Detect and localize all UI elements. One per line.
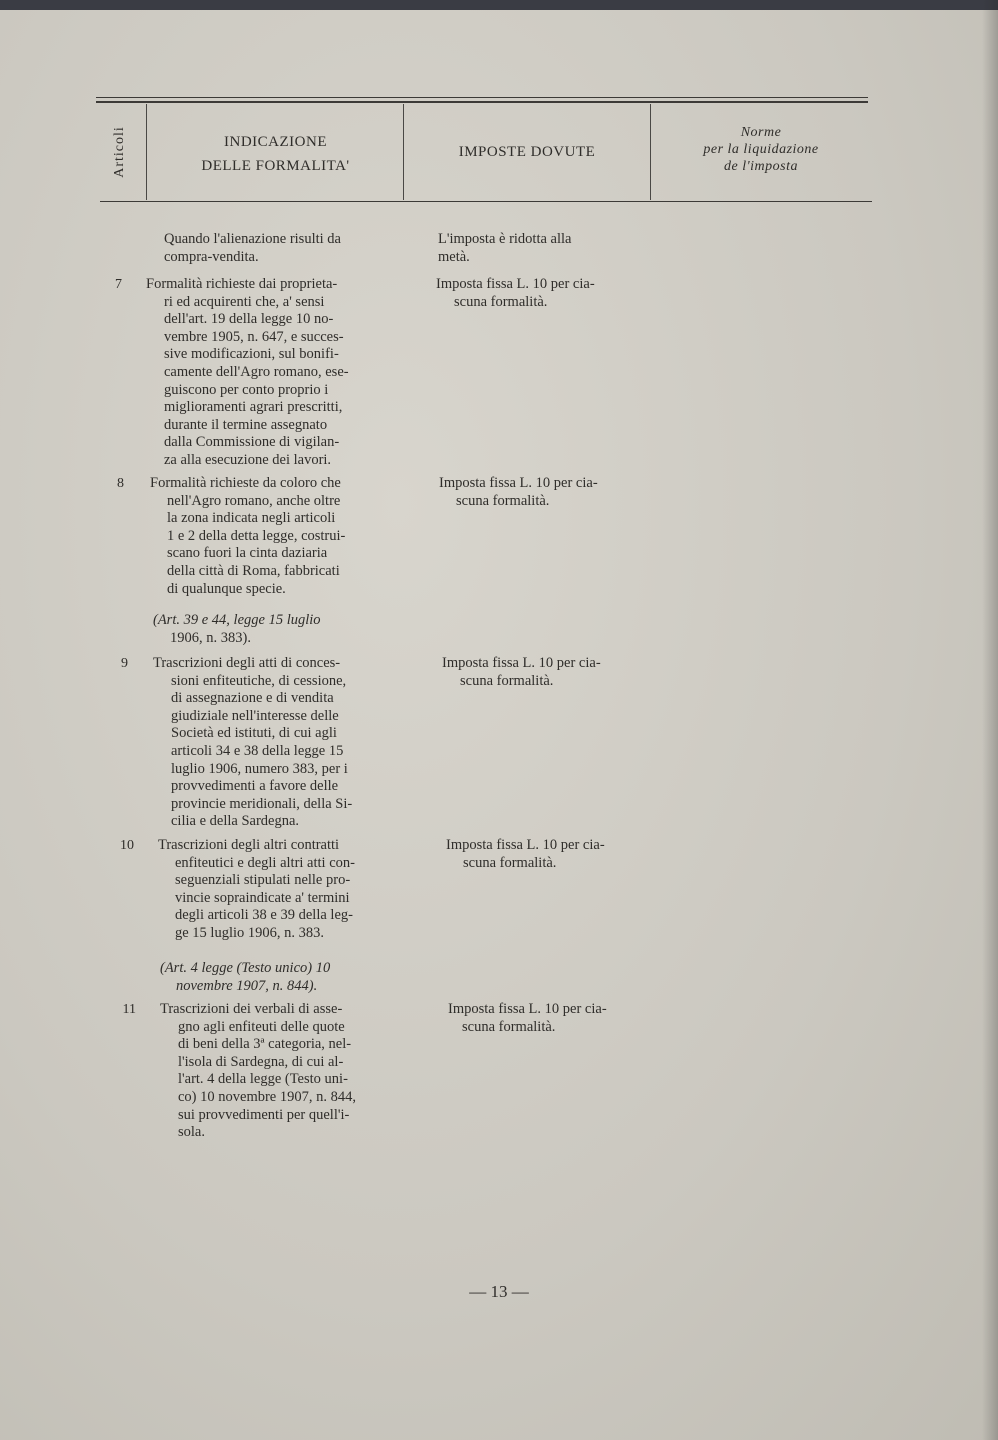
header-indicazione [148,130,403,178]
header-indicazione-line1: INDICAZIONE [224,134,327,150]
entry-10-imposta [446,837,646,872]
entry-9-number: 9 [121,656,128,671]
header-articoli [104,112,136,192]
header-imposte-label: IMPOSTE DOVUTE [458,144,596,160]
imposta-line: Imposta fissa L. 10 per cia- [446,837,605,853]
page-number: — 13 — [469,1282,529,1301]
text-line: miglioramenti agrari prescritti, [164,399,343,416]
text-line: durante il termine assegnato [164,416,328,433]
text-line: nell'Agro romano, anche oltre [167,492,341,509]
entry-8-text [150,475,395,598]
entry-11-text [160,1001,405,1142]
entry-9-text [153,655,398,831]
imposta-line: L'imposta è ridotta alla [438,231,572,247]
text-line: l'art. 4 della legge (Testo uni- [178,1071,348,1088]
header-articoli-label: Articoli [112,126,128,178]
entry-0-text [164,231,386,266]
note-line: novembre 1907, n. 844). [176,977,318,994]
imposta-line: scuna formalità. [463,854,557,871]
text-line: seguenziali stipulati nelle pro- [175,872,351,889]
text-line: Trascrizioni degli altri contratti [158,837,340,853]
text-line: sive modificazioni, sul bonifi- [164,346,339,363]
text-line: provincie meridionali, della Si- [171,795,353,812]
entry-7-text [146,276,391,470]
text-line: compra-vendita. [164,248,259,265]
entry-11-imposta [448,1001,648,1036]
entry-10-text [158,837,403,943]
text-line: sola. [178,1124,205,1141]
text-line: enfiteutici e degli altri atti con- [175,854,355,871]
text-line: vincie sopraindicate a' termini [175,889,350,906]
imposta-line: Imposta fissa L. 10 per cia- [436,276,595,292]
imposta-line: scuna formalità. [462,1018,556,1035]
header-indicazione-line2: DELLE FORMALITA' [201,158,350,174]
text-line: 1 e 2 della detta legge, costrui- [167,527,346,544]
entry-8-number: 8 [117,476,124,491]
header-norme [651,124,871,175]
header-top-rule [96,97,868,98]
entry-8-note [153,612,393,647]
text-line: di assegnazione e di vendita [171,690,334,707]
entry-11-number: 11 [122,1002,136,1017]
text-line: Trascrizioni degli atti di conces- [153,655,341,671]
imposta-line: scuna formalità. [460,672,554,689]
text-line: dell'art. 19 della legge 10 no- [164,311,334,328]
entry-7-number: 7 [115,277,122,292]
text-line: ri ed acquirenti che, a' sensi [164,293,325,310]
note-line: 1906, n. 383). [170,629,251,646]
header-norme-line2: per la liquidazione [703,142,819,157]
text-line: camente dell'Agro romano, ese- [164,363,349,380]
header-top-rule-2 [96,101,868,103]
imposta-line: scuna formalità. [454,293,548,310]
text-line: dalla Commissione di vigilan- [164,434,340,451]
text-line: provvedimenti a favore delle [171,778,339,795]
header-imposte [404,140,650,164]
text-line: Quando l'alienazione risulti da [164,231,341,247]
entry-10-number: 10 [120,838,134,853]
text-line: Società ed istituti, di cui agli [171,725,337,742]
text-line: co) 10 novembre 1907, n. 844, [178,1088,356,1105]
imposta-line: scuna formalità. [456,492,550,509]
column-divider-1 [146,104,147,200]
text-line: za alla esecuzione dei lavori. [164,451,332,468]
text-line: ge 15 luglio 1906, n. 383. [175,924,325,941]
note-line: (Art. 4 legge (Testo unico) 10 [160,960,331,976]
note-line: (Art. 39 e 44, legge 15 luglio [153,612,321,628]
entry-0-imposta [438,231,638,266]
text-line: della città di Roma, fabbricati [167,562,340,579]
text-line: l'isola di Sardegna, di cui al- [178,1053,344,1070]
text-line: degli articoli 38 e 39 della leg- [175,907,353,924]
imposta-line: metà. [438,248,470,265]
text-line: giudiziale nell'interesse delle [171,707,339,724]
imposta-line: Imposta fissa L. 10 per cia- [439,475,598,491]
entry-9-imposta [442,655,642,690]
scan-top-edge [0,0,998,10]
imposta-line: Imposta fissa L. 10 per cia- [442,655,601,671]
page-right-edge-shadow [982,0,998,1440]
text-line: sioni enfiteutiche, di cessione, [171,672,347,689]
text-line: gno agli enfiteuti delle quote [178,1018,345,1035]
header-norme-line3: de l'imposta [724,159,798,174]
text-line: di beni della 3ª categoria, nel- [178,1036,352,1053]
text-line: Formalità richieste dai proprieta- [146,276,338,292]
text-line: luglio 1906, numero 383, per i [171,760,348,777]
header-norme-line1: Norme [740,125,782,140]
text-line: scano fuori la cinta daziaria [167,545,328,562]
text-line: articoli 34 e 38 della legge 15 [171,742,344,759]
header-bottom-rule [100,201,872,202]
entry-8-imposta [439,475,639,510]
text-line: Formalità richieste da coloro che [150,475,341,491]
text-line: sui provvedimenti per quell'i- [178,1106,350,1123]
text-line: Trascrizioni dei verbali di asse- [160,1001,343,1017]
imposta-line: Imposta fissa L. 10 per cia- [448,1001,607,1017]
text-line: di qualunque specie. [167,580,286,597]
text-line: vembre 1905, n. 647, e succes- [164,328,344,345]
text-line: guiscono per conto proprio i [164,381,329,398]
text-line: cilia e della Sardegna. [171,813,300,830]
text-line: la zona indicata negli articoli [167,510,336,527]
entry-10-note [160,960,405,995]
entry-7-imposta [436,276,636,311]
